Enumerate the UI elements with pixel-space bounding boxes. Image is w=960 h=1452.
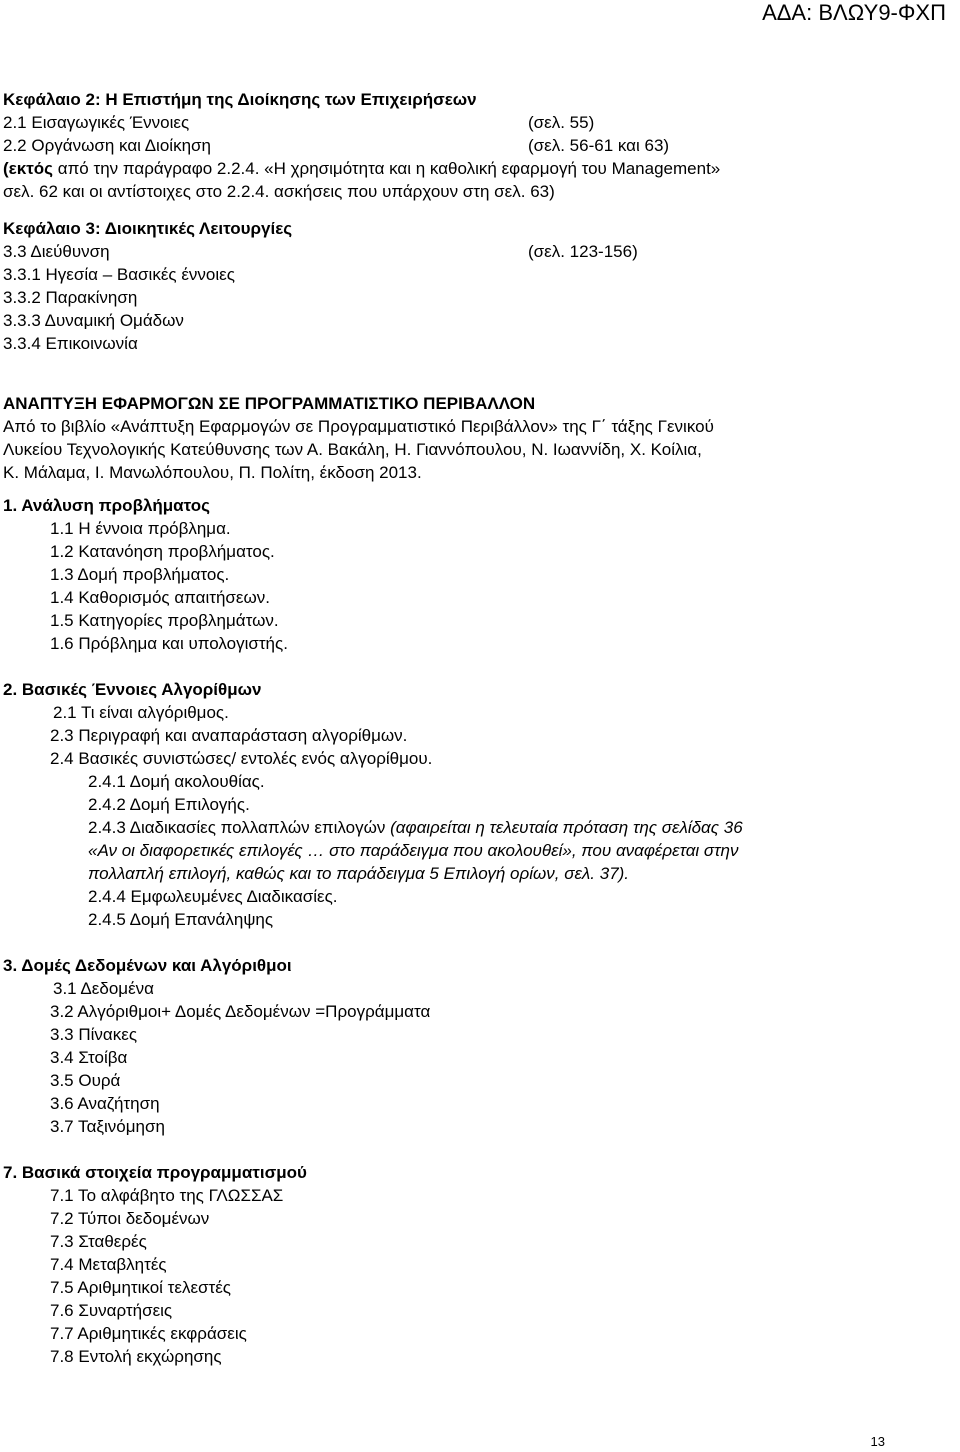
section-label: 2.1 Εισαγωγικές Έννοιες	[3, 113, 190, 132]
list-item: 2.4.2 Δομή Επιλογής.	[88, 795, 250, 814]
exclusion-note: πολλαπλή επιλογή, καθώς και το παράδειγμα 5 Επιλογή ορίων, σελ. 37).	[88, 864, 630, 883]
chapter-2-line-1	[0, 111, 960, 134]
list-item: 3.2 Αλγόριθμοι+ Δομές Δεδομένων =Προγράμματα	[50, 1002, 431, 1021]
chapter-3-line-1	[0, 240, 960, 263]
list-item: 3.7 Ταξινόμηση	[50, 1117, 165, 1136]
list-item: 2.4.1 Δομή ακολουθίας.	[88, 772, 265, 791]
exception-label: (εκτός	[3, 159, 54, 178]
chapter-2-line-3	[0, 157, 960, 180]
section-2-title: 2. Βασικές Έννοιες Αλγορίθμων	[3, 680, 262, 699]
list-item: 7.1 Το αλφάβητο της ΓΛΩΣΣΑΣ	[50, 1186, 284, 1205]
list-item: 1.6 Πρόβλημα και υπολογιστής.	[50, 634, 288, 653]
chapter-2-line-4: σελ. 62 και οι αντίστοιχες στο 2.2.4. ασκήσεις που υπάρχουν στη σελ. 63)	[3, 182, 555, 201]
list-item: 7.6 Συναρτήσεις	[50, 1301, 173, 1320]
exception-text: από την παράγραφο 2.2.4. «Η χρησιμότητα και η καθολική εφαρμογή του Management»	[53, 159, 721, 178]
list-item: 3.6 Αναζήτηση	[50, 1094, 160, 1113]
list-item: 3.3.3 Δυναμική Ομάδων	[3, 311, 184, 330]
chapter-2-line-2	[0, 134, 960, 157]
page-reference: (σελ. 55)	[528, 113, 595, 132]
list-item: 1.2 Κατανόηση προβλήματος.	[50, 542, 275, 561]
document-body	[0, 88, 960, 1368]
list-item: 3.3 Πίνακες	[50, 1025, 138, 1044]
list-item: 2.4.5 Δομή Επανάληψης	[88, 910, 274, 929]
list-item: 7.5 Αριθμητικοί τελεστές	[50, 1278, 231, 1297]
chapter-3-title: Κεφάλαιο 3: Διοικητικές Λειτουργίες	[3, 219, 293, 238]
page-number: 13	[870, 1434, 885, 1449]
chapter-2-title: Κεφάλαιο 2: Η Επιστήμη της Διοίκησης των Επιχειρήσεων	[3, 90, 477, 109]
list-item: 7.7 Αριθμητικές εκφράσεις	[50, 1324, 247, 1343]
list-item: 3.5 Ουρά	[50, 1071, 121, 1090]
exclusion-note: (αφαιρείται η τελευταία πρόταση της σελίδας 36	[390, 818, 743, 837]
list-item: 1.3 Δομή προβλήματος.	[50, 565, 230, 584]
section-3-title: 3. Δομές Δεδομένων και Αλγόριθμοι	[3, 956, 292, 975]
list-item: 1.4 Καθορισμός απαιτήσεων.	[50, 588, 270, 607]
list-item: 2.4.4 Εμφωλευμένες Διαδικασίες.	[88, 887, 338, 906]
source-line: Λυκείου Τεχνολογικής Κατεύθυνσης των Α. Βακάλη, Η. Γιαννόπουλου, Ν. Ιωαννίδη, Χ. Κοίλια,	[3, 440, 702, 459]
list-item: 2.3 Περιγραφή και αναπαράσταση αλγορίθμων.	[50, 726, 408, 745]
list-item: 2.4 Βασικές συνιστώσες/ εντολές ενός αλγορίθμου.	[50, 749, 433, 768]
list-item: 1.5 Κατηγορίες προβλημάτων.	[50, 611, 279, 630]
list-item: 3.3.4 Επικοινωνία	[3, 334, 138, 353]
ada-header: ΑΔΑ: ΒΛΩΥ9-ΦΧΠ	[762, 0, 946, 25]
section-1-title: 1. Ανάλυση προβλήματος	[3, 496, 210, 515]
list-item: 1.1 Η έννοια πρόβλημα.	[50, 519, 231, 538]
list-item: 7.2 Τύποι δεδομένων	[50, 1209, 210, 1228]
section-label: 2.2 Οργάνωση και Διοίκηση	[3, 136, 211, 155]
list-item: 3.3.2 Παρακίνηση	[3, 288, 138, 307]
list-item: 3.1 Δεδομένα	[53, 979, 154, 998]
source-line: Από το βιβλίο «Ανάπτυξη Εφαρμογών σε Προγραμματιστικό Περιβάλλον» της Γ΄ τάξης Γενικού	[3, 417, 714, 436]
page-reference: (σελ. 56-61 και 63)	[528, 136, 670, 155]
exclusion-note: «Αν οι διαφορετικές επιλογές … στο παράδειγμα που ακολουθεί», που αναφέρεται στην	[88, 841, 739, 860]
section-label: 3.3 Διεύθυνση	[3, 242, 110, 261]
list-item: 7.4 Μεταβλητές	[50, 1255, 167, 1274]
page-reference: (σελ. 123-156)	[528, 242, 638, 261]
list-item: 2.1 Τι είναι αλγόριθμος.	[53, 703, 229, 722]
section-7-title: 7. Βασικά στοιχεία προγραμματισμού	[3, 1163, 307, 1182]
list-item: 7.8 Εντολή εκχώρησης	[50, 1347, 222, 1366]
list-item: 7.3 Σταθερές	[50, 1232, 147, 1251]
application-development-title: ΑΝΑΠΤΥΞΗ ΕΦΑΡΜΟΓΩΝ ΣΕ ΠΡΟΓΡΑΜΜΑΤΙΣΤΙΚΟ ΠΕΡΙΒΑΛΛΟΝ	[3, 394, 536, 413]
list-item: 3.3.1 Ηγεσία – Βασικές έννοιες	[3, 265, 235, 284]
list-item	[0, 816, 960, 839]
item-text: 2.4.3 Διαδικασίες πολλαπλών επιλογών	[88, 818, 391, 837]
source-line: Κ. Μάλαμα, Ι. Μανωλόπουλου, Π. Πολίτη, έκδοση 2013.	[3, 463, 422, 482]
list-item: 3.4 Στοίβα	[50, 1048, 128, 1067]
